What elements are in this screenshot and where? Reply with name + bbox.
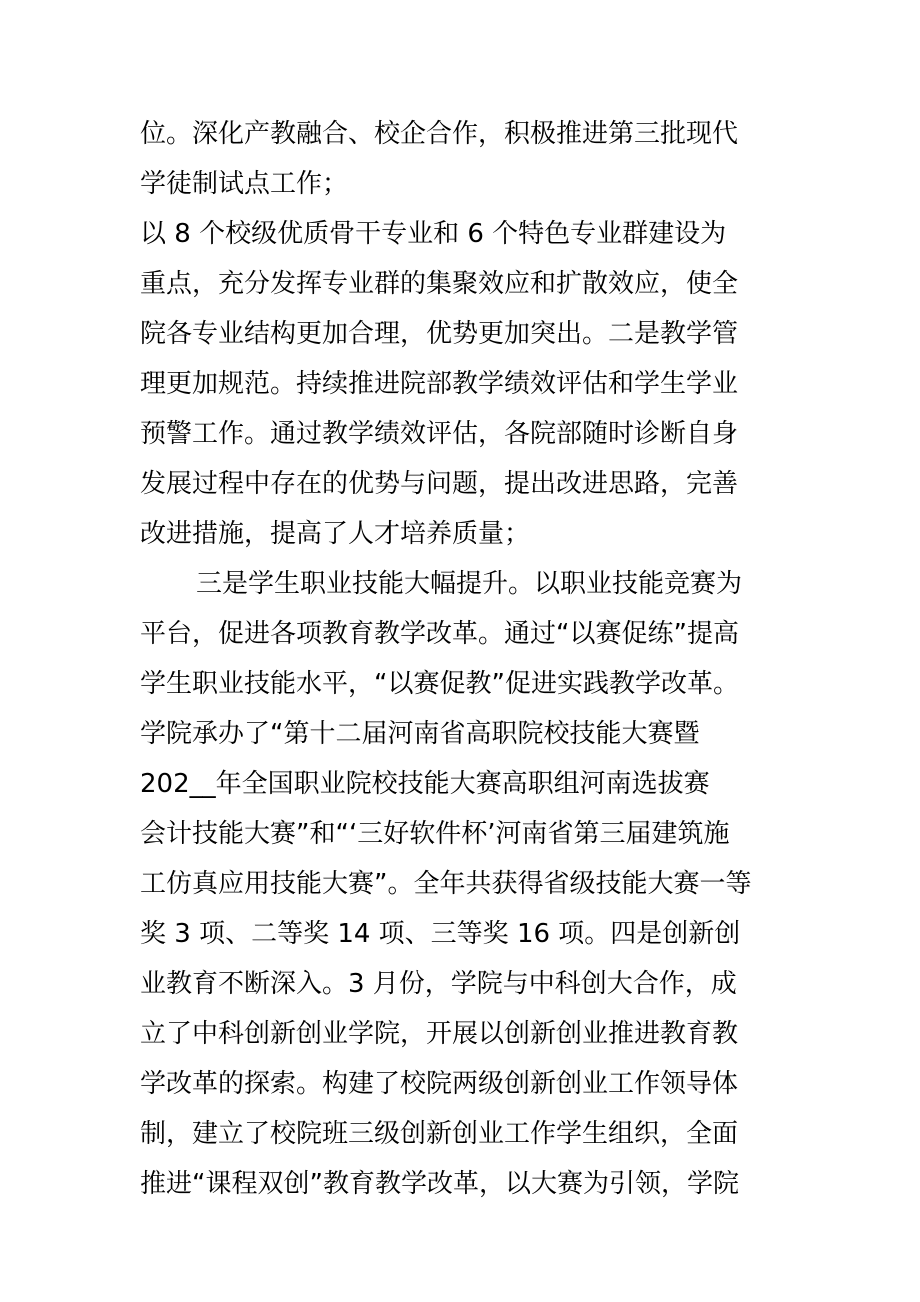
- text-line: 预警工作。通过教学绩效评估，各院部随时诊断自身: [140, 419, 739, 449]
- text-line: 立了中科创新创业学院，开展以创新创业推进教育教: [140, 1019, 739, 1049]
- text-line: 位。深化产教融合、校企合作，积极推进第三批现代: [140, 119, 739, 149]
- paragraph-start-line: 三是学生职业技能大幅提升。以职业技能竞赛为: [196, 569, 743, 599]
- text-line: 奖 3 项、二等奖 14 项、三等奖 16 项。四是创新创: [140, 919, 741, 949]
- text-line: 平台，促进各项教育教学改革。通过“以赛促练”提高: [140, 619, 739, 649]
- text-line: 202__年全国职业院校技能大赛高职组河南选拔赛: [140, 769, 710, 799]
- text-line: 理更加规范。持续推进院部教学绩效评估和学生学业: [140, 369, 739, 399]
- text-line: 工仿真应用技能大赛”。全年共获得省级技能大赛一等: [140, 869, 752, 899]
- text-line: 会计技能大赛”和“‘三好软件杯’河南省第三届建筑施: [140, 819, 730, 849]
- text-line: 院各专业结构更加合理，优势更加突出。二是教学管: [140, 319, 739, 349]
- text-line: 制，建立了校院班三级创新创业工作学生组织，全面: [140, 1119, 739, 1149]
- text-line: 学徒制试点工作；: [140, 169, 349, 199]
- text-line: 发展过程中存在的优势与问题，提出改进思路，完善: [140, 469, 739, 499]
- text-line: 推进“课程双创”教育教学改革，以大赛为引领，学院: [140, 1169, 739, 1199]
- text-line: 改进措施，提高了人才培养质量；: [140, 519, 531, 549]
- text-line: 重点，充分发挥专业群的集聚效应和扩散效应，使全: [140, 269, 739, 299]
- text-line: 学改革的探索。构建了校院两级创新创业工作领导体: [140, 1069, 739, 1099]
- text-line: 学生职业技能水平，“以赛促教”促进实践教学改革。: [140, 669, 739, 699]
- text-line: 学院承办了“第十二届河南省高职院校技能大赛暨: [140, 719, 700, 749]
- text-line: 以 8 个校级优质骨干专业和 6 个特色专业群建设为: [140, 219, 727, 249]
- text-line: 业教育不断深入。3 月份，学院与中科创大合作，成: [140, 969, 737, 999]
